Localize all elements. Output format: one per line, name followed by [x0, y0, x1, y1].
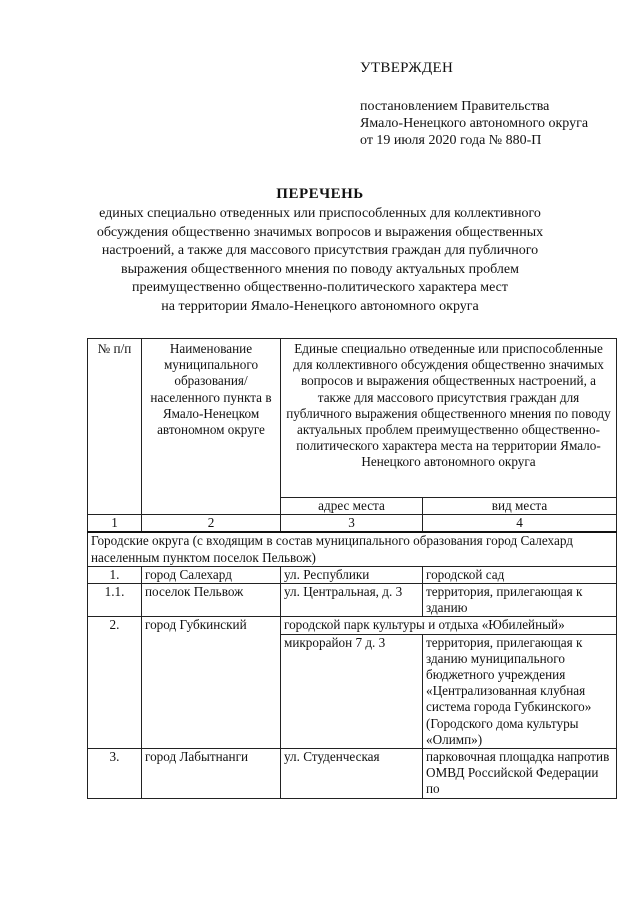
row-place-type: городской сад: [423, 566, 617, 583]
row-address: ул. Студенческая: [281, 749, 423, 799]
row-place-type: территория, прилегающая к зданию муниципального бюджетного учреждения «Централизованная клубная система города Губкинского» (Городского дома культуры «Олимп»): [423, 634, 617, 748]
subtitle-line: выражения общественного мнения по поводу актуальных проблем: [121, 261, 519, 277]
row-number: 2.: [88, 617, 142, 749]
subtitle-line: на территории Ямало-Ненецкого автономного округа: [161, 298, 479, 314]
row-address: ул. Центральная, д. 3: [281, 584, 423, 617]
row-number: 3.: [88, 749, 142, 799]
row-address: микрорайон 7 д. 3: [281, 634, 423, 748]
row-municipality: город Лабытнанги: [142, 749, 281, 799]
row-municipality: поселок Пельвож: [142, 584, 281, 617]
approval-stamp-title: УТВЕРЖДЕН: [360, 60, 454, 76]
row-address: ул. Республики: [281, 566, 423, 583]
row-merged-place: городской парк культуры и отдыха «Юбилейный»: [281, 617, 617, 634]
subtitle-line: обсуждения общественно значимых вопросов и выражения общественных: [96, 224, 544, 240]
column-number-row: [88, 515, 617, 533]
subtitle-line: настроений, а также для массового присутствия граждан для публичного: [101, 243, 539, 258]
header-address: адрес места: [281, 498, 423, 515]
row-municipality: город Салехард: [142, 566, 281, 583]
document-subtitle: [90, 205, 550, 316]
row-place-type: территория, прилегающая к зданию: [423, 584, 617, 617]
header-municipality: Наименование муниципального образования/ населенного пункта в Ямало-Ненецком автономном округе: [142, 339, 281, 515]
row-place-type: парковочная площадка напротив ОМВД Российской Федерации по: [423, 749, 617, 799]
table-header-row: [88, 339, 617, 498]
subtitle-line: преимущественно общественно-политического характера мест: [131, 280, 508, 295]
table-row: [88, 566, 617, 583]
decree-line: Ямало-Ненецкого автономного округа: [360, 116, 589, 131]
header-places: Единые специально отведенные или приспособленные для коллективного обсуждения общественно значимых вопросов и выражения общественных настроений, а также для массового присутствия граждан для публичного выражения общественного мнения по поводу актуальных проблем преимущественно общественно-политического характера места на территории Ямало-Ненецкого автономного округа: [281, 339, 617, 498]
header-type: вид места: [423, 498, 617, 515]
column-number: 1: [88, 515, 142, 533]
document-title: ПЕРЕЧЕНЬ: [276, 186, 364, 202]
row-number: 1.: [88, 566, 142, 583]
subtitle-line: единых специально отведенных или приспособленных для коллективного: [99, 206, 541, 221]
header-number: № п/п: [88, 339, 142, 515]
section-heading: Городские округа (с входящим в состав муниципального образования город Салехард населенным пунктом поселок Пельвож): [88, 532, 617, 566]
column-number: 3: [281, 515, 423, 533]
decree-line: от 19 июля 2020 года № 880-П: [360, 133, 542, 148]
row-number: 1.1.: [88, 584, 142, 617]
decree-line: постановлением Правительства: [360, 99, 550, 114]
approval-decree: [360, 98, 588, 149]
row-municipality: город Губкинский: [142, 617, 281, 749]
places-table: [87, 338, 617, 799]
table-row: [88, 617, 617, 634]
column-number: 4: [423, 515, 617, 533]
table-row: [88, 584, 617, 617]
column-number: 2: [142, 515, 281, 533]
section-row: [88, 532, 617, 566]
table-row: [88, 749, 617, 799]
